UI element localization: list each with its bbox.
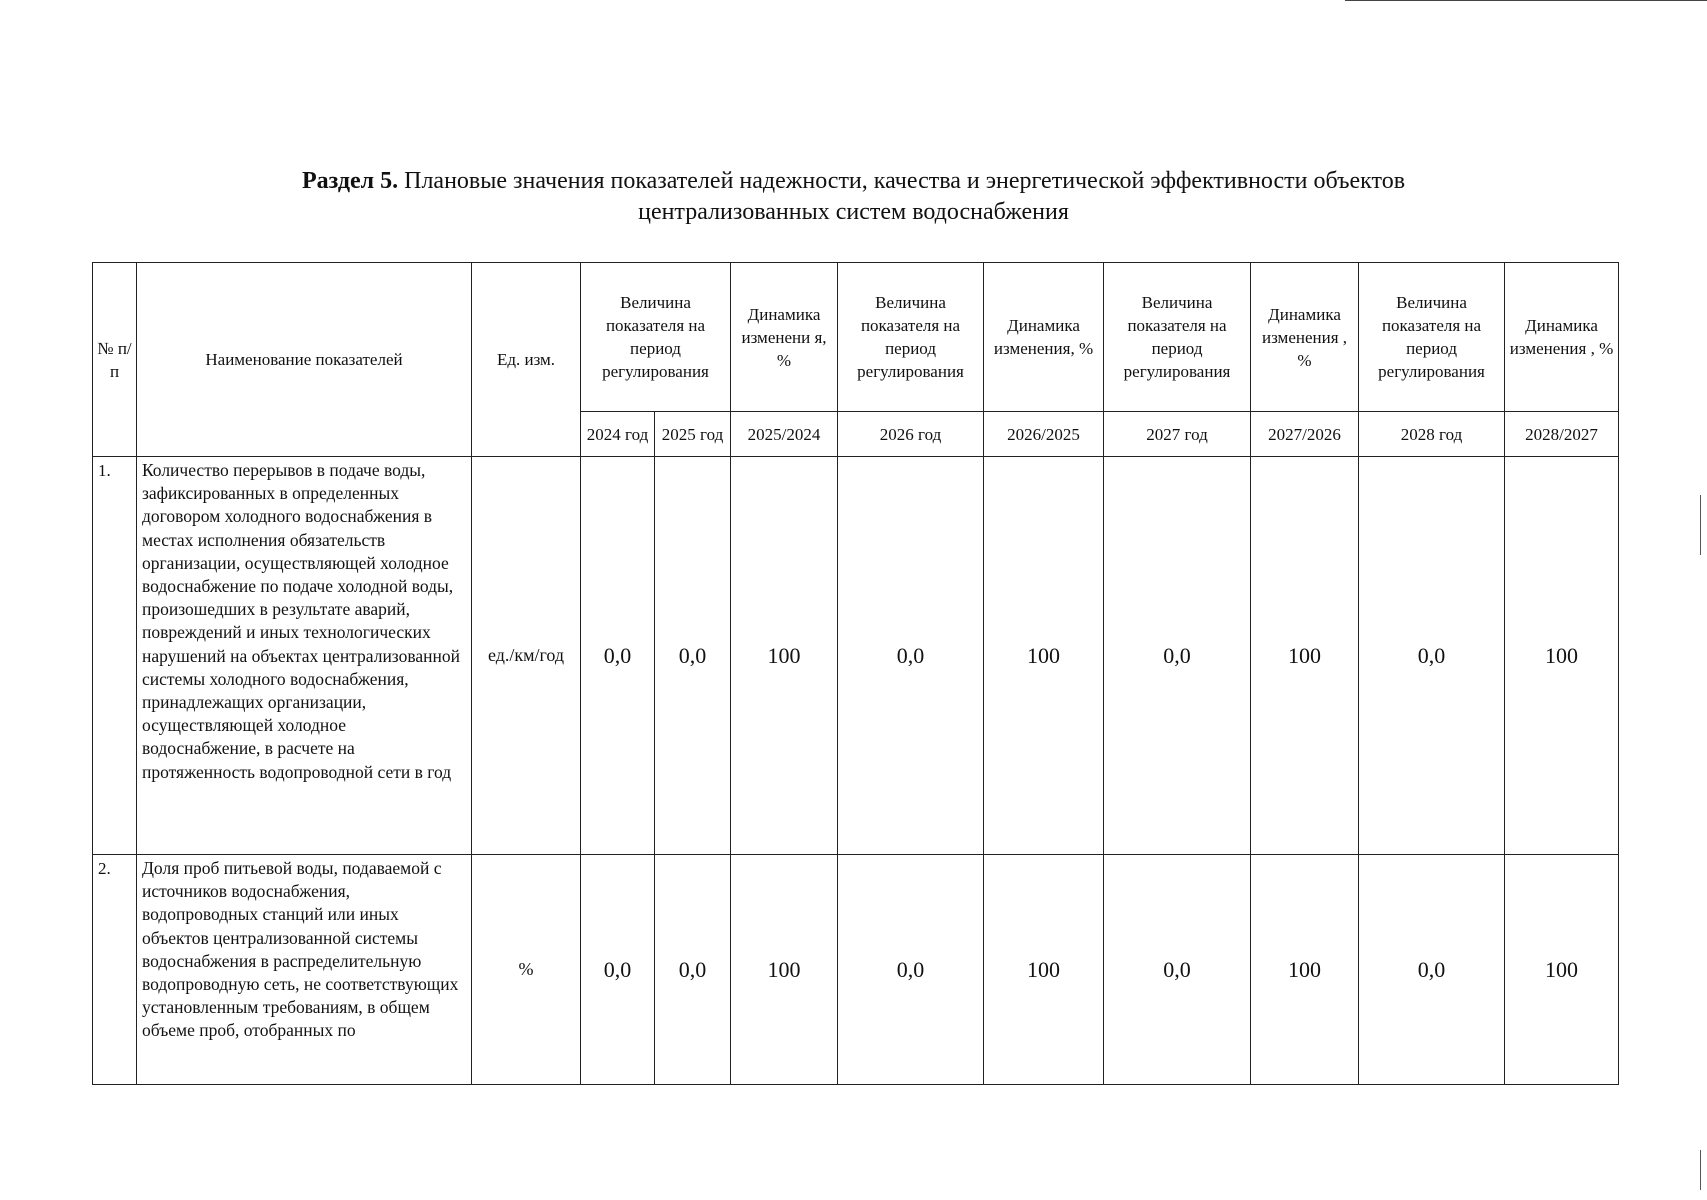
subheader-2027: 2027 год bbox=[1104, 412, 1251, 457]
value-2027: 0,0 bbox=[1104, 457, 1251, 855]
dynamics-2025-2024: 100 bbox=[731, 855, 838, 1085]
value-2028: 0,0 bbox=[1359, 855, 1505, 1085]
dynamics-2025-2024: 100 bbox=[731, 457, 838, 855]
subheader-2026-2025: 2026/2025 bbox=[984, 412, 1104, 457]
indicators-table bbox=[92, 262, 1619, 1085]
table-row bbox=[93, 855, 1619, 1085]
subheader-2025-2024: 2025/2024 bbox=[731, 412, 838, 457]
header-dynamics-2025: Динамика изменени я, % bbox=[731, 263, 838, 412]
header-name: Наименование показателей bbox=[137, 263, 472, 457]
value-2026: 0,0 bbox=[838, 457, 984, 855]
header-value-period-2026: Величина показателя на период регулирования bbox=[838, 263, 984, 412]
indicator-unit: % bbox=[472, 855, 581, 1085]
value-2024: 0,0 bbox=[581, 855, 655, 1085]
header-dynamics-2026: Динамика изменения, % bbox=[984, 263, 1104, 412]
value-2025: 0,0 bbox=[655, 855, 731, 1085]
header-value-period-2024-2025: Величина показателя на период регулирования bbox=[581, 263, 731, 412]
value-2026: 0,0 bbox=[838, 855, 984, 1085]
scan-edge-mark bbox=[1700, 495, 1701, 555]
value-2028: 0,0 bbox=[1359, 457, 1505, 855]
page-title bbox=[0, 166, 1707, 228]
dynamics-2027-2026: 100 bbox=[1251, 457, 1359, 855]
scan-edge-mark bbox=[1700, 1150, 1701, 1190]
row-number: 2. bbox=[93, 855, 137, 1085]
header-num: № п/п bbox=[93, 263, 137, 457]
dynamics-2028-2027: 100 bbox=[1505, 855, 1619, 1085]
subheader-2024: 2024 год bbox=[581, 412, 655, 457]
subheader-2027-2026: 2027/2026 bbox=[1251, 412, 1359, 457]
value-2024: 0,0 bbox=[581, 457, 655, 855]
scan-edge-line bbox=[1345, 0, 1707, 1]
indicator-name: Доля проб питьевой воды, подаваемой с источников водоснабжения, водопроводных станций или иных объектов централизованной системы водоснабжения в распределительную водопроводную сеть, не соответствующих установленным требованиям, в общем объеме проб, отобранных по bbox=[137, 855, 472, 1085]
dynamics-2026-2025: 100 bbox=[984, 855, 1104, 1085]
value-2027: 0,0 bbox=[1104, 855, 1251, 1085]
header-row bbox=[93, 263, 1619, 412]
subheader-2026: 2026 год bbox=[838, 412, 984, 457]
value-2025: 0,0 bbox=[655, 457, 731, 855]
dynamics-2027-2026: 100 bbox=[1251, 855, 1359, 1085]
subheader-2028-2027: 2028/2027 bbox=[1505, 412, 1619, 457]
row-number: 1. bbox=[93, 457, 137, 855]
section-label: Раздел 5. bbox=[301, 168, 399, 194]
dynamics-2028-2027: 100 bbox=[1505, 457, 1619, 855]
header-dynamics-2027: Динамика изменения , % bbox=[1251, 263, 1359, 412]
header-value-period-2027: Величина показателя на период регулирования bbox=[1104, 263, 1251, 412]
header-dynamics-2028: Динамика изменения , % bbox=[1505, 263, 1619, 412]
subheader-2025: 2025 год bbox=[655, 412, 731, 457]
indicator-name: Количество перерывов в подаче воды, зафиксированных в определенных договором холодного водоснабжения в местах исполнения обязательств организации, осуществляющей холодное водоснабжение по подаче холодной воды, произошедших в результате аварий, повреждений и иных технологических нарушений на объектах централизованной системы холодного водоснабжения, принадлежащих организации, осуществляющей холодное водоснабжение, в расчете на протяженность водопроводной сети в год bbox=[137, 457, 472, 855]
table-row bbox=[93, 457, 1619, 855]
subheader-2028: 2028 год bbox=[1359, 412, 1505, 457]
title-line-1: Плановые значения показателей надежности, качества и энергетической эффективности объектов bbox=[398, 168, 1406, 194]
header-value-period-2028: Величина показателя на период регулирования bbox=[1359, 263, 1505, 412]
title-line-2: централизованных систем водоснабжения bbox=[638, 199, 1069, 225]
indicator-unit: ед./км/год bbox=[472, 457, 581, 855]
header-unit: Ед. изм. bbox=[472, 263, 581, 457]
dynamics-2026-2025: 100 bbox=[984, 457, 1104, 855]
